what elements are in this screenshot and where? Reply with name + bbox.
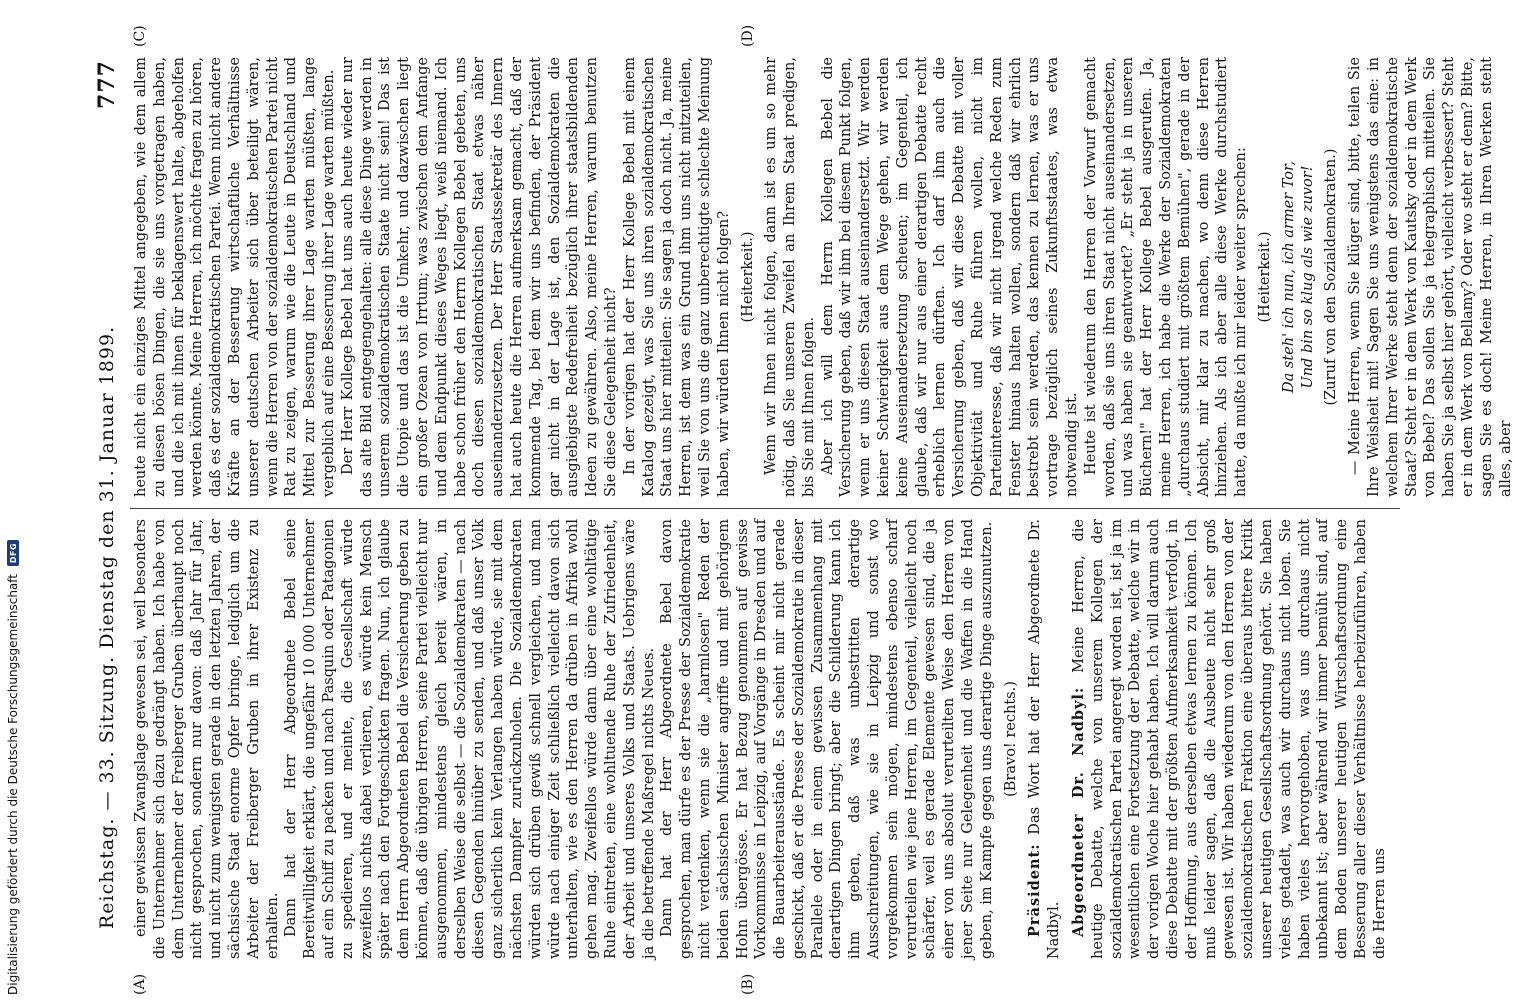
paragraph: — Meine Herren, wenn Sie klüger sind, bitte, teilen Sie Ihre Weisheit mit! Sagen Sie uns wenigstens das eine: in welchem Ihrer Werke steht denn der sozialdemokratische Staat? Steht er in dem Werk von Kautsky oder in dem Werk von Bebel? Das sollen Sie ja telegraphisch mitteilen. Sie haben Sie ja selbst hier gehört, vielleicht verbessert? Steht er in dem Werk von Bellamy? Oder wo steht er denn? Bitte, sagen Sie es doch! Meine Herren, in Ihren Werken steht alles, aber	[1347, 57, 1514, 497]
president-text: Das Wort hat der Herr Abgeordnete Dr. Nadbyl.	[1027, 519, 1063, 959]
column-divider	[130, 508, 1400, 509]
paragraph: einer gewissen Zwangslage gewesen sei, weil besonders die Unternehmer sich dazu gedrängt haben. Ich habe von dem Unternehmer der Freiberger Gruben überhaupt noch nicht gesprochen, sondern nur davon: daß Jahr für Jahr, und nicht zum wenigsten gerade in den letzten Jahren, der sächsische Staat enorme Opfer bringe, lediglich um die Arbeiter der Freiberger Gruben in ihrer Existenz zu erhalten.	[133, 519, 281, 959]
applause-note: (Heiterkeit.)	[1257, 231, 1274, 323]
right-column	[132, 57, 1514, 497]
margin-marker-c: (C)	[132, 25, 148, 47]
page-header	[90, 50, 124, 965]
left-column	[132, 519, 1412, 959]
president-label: Präsident:	[1026, 843, 1044, 937]
president-statement	[1026, 519, 1064, 959]
poem-line: Und bin so klug als wie zuvor!	[1299, 165, 1316, 389]
paragraph: Der Herr Kollege Bebel hat uns auch heute wieder nur das alte Bild entgegengehalten: alle diese Dinge werden in unserem sozialdemokratischen Staate nicht sein! Das ist die Utopie und das ist die Umkehr, und dazwischen liegt ein großer Ozean von Irrtum; was zwischen dem Anfange und dem Endpunkt dieses Weges liegt, weiß niemand. Ich habe schon früher den Herrn Kollegen Bebel gebeten, uns doch diesen sozialdemokratischen Staat etwas näher auseinanderzusetzen. Der Herr Staatssekretär des Innern hat auch heute die Herren aufmerksam gemacht, daß der kommende Tag, bei dem wir uns befinden, der Präsident gar nicht in der Lage ist, den Sozialdemokraten die ausgiebigste Redefreiheit bezüglich ihrer staatsbildenden Ideen zu gewähren. Also, meine Herren, warum benutzen Sie diese Gelegenheit nicht?	[339, 57, 619, 497]
speaker-statement	[1070, 519, 1390, 959]
interjection-note: (Zuruf von den Sozialdemokraten.)	[1323, 148, 1340, 406]
paragraph: Wenn wir Ihnen nicht folgen, dann ist es um so mehr nötig, daß Sie unseren Zweifel an Ihrem Staat predigen, bis Sie mit Ihnen folgen.	[763, 57, 817, 497]
speaker-text: Meine Herren, die heutige Debatte, welche von unserem Kollegen der sozialdemokratischen Partei angeregt worden ist, ist ja im wesentlichen eine Fortsetzung der Debatte, welche wir in der vorigen Woche hier gehabt haben. Ich will darum auch diese Debatte mit der größten Aufmerksamkeit verfolgt, in der Hoffnung, aus derselben etwas lernen zu können. Ich muß leider sagen, daß die Ausbeute nicht sehr groß gewesen ist. Wir haben wiederum von den Herren von der sozialdemokratischen Fraktion eine überaus bittere Kritik unserer heutigen Gesellschaftsordnung gehört. Sie haben vieles getadelt, was auch wir durchaus nicht loben. Sie haben vieles hervorgehoben, was uns durchaus nicht unbekannt ist; aber während wir immer bemüht sind, auf dem Boden unserer heutigen Wirtschaftsordnung eine Besserung aller dieser Verhältnisse herbeizuführen, haben die Herren uns	[1071, 518, 1388, 959]
digitization-note	[6, 540, 20, 995]
page-number: 777	[94, 60, 120, 109]
paragraph: Aber ich will dem Herrn Kollegen Bebel die Versicherung geben, daß wir ihm bei diesem Punkt folgen, wenn er uns diesen Staat auseinandersetzt. Wir werden keiner Schwierigkeit aus dem Wege gehen, wir werden keine Auseinandersetzung scheuen; im Gegenteil, ich glaube, daß wir nur aus einer derartigen Debatte recht erheblich lernen dürften. Ich darf ihm auch die Versicherung geben, daß wir diese Debatte mit voller Objektivität und Ruhe führen wollen, nicht im Parteiinteresse, daß wir nicht irgend welche Reden zum Fenster hinaus halten wollen, sondern daß wir ehrlich bestrebt sein werden, das kennen zu lernen, was er uns vortrage bezüglich seines Zukunftsstaates, was etwa notwendig ist.	[819, 57, 1081, 497]
digitization-text: Digitalisierung gefördert durch die Deutsche Forschungsgemeinschaft	[6, 573, 20, 995]
margin-marker-b: (B)	[740, 973, 756, 995]
poem-line: Da steh' ich nun, ich armer Tor,	[1280, 161, 1297, 393]
running-title: Reichstag. — 33. Sitzung. Dienstag den 31. Januar 1899.	[96, 325, 118, 929]
dfg-logo: DFG	[7, 540, 19, 566]
rotated-document	[90, 24, 1514, 995]
paragraph: Dann hat der Herr Abgeordnete Bebel seine Bereitwilligkeit erklärt, die ungefähr 10 000 Unternehmer auf ein Schiff zu packen und nach Pasquin oder Patagonien zu spedieren, und er meinte, die Gesellschaft würde zweifellos nichts dabei verlieren, es würde kein Mensch später nach den Fortgeschickten fragen. Nun, ich glaube dem Herrn Abgeordneten Bebel die Versicherung geben zu können, daß die übrigen Herren, seine Partei vielleicht nur ausgenommen, mindestens gleich bereit wären, in derselben Weise die selbst — die Sozialdemokraten — nach diesen Gegenden hinüber zu senden, und daß unser Volk ganz sicherlich kein Verlangen haben würde, sie mit dem nächsten Dampfer zurückzuholen. Die Sozialdemokraten würden sich drüben gewiß schnell vergleichen, und man würde nach einiger Zeit schließlich vielleicht davon sich unterhalten, wie es den Herren da drüben in Afrika wohl gehen mag. Zweifellos würde dann über eine wohltätige Ruhe eintreten, eine wohltuende Ruhe der Zufriedenheit, der Arbeit und unseres Volks und Staats. Uebrigens wäre ja die betreffende Maßregel nichts Neues.	[283, 519, 657, 959]
applause-note: (Heiterkeit.)	[739, 231, 756, 323]
speaker-label: Abgeordneter Dr. Nadbyl:	[1070, 686, 1088, 937]
paragraph: In der vorigen hat der Herr Kollege Bebel mit einem Katalog gezeigt, was Sie uns ihren sozialdemokratischen Staat uns hier mitteilen: Sie sagen ja doch nicht. Ja, meine Herren, ist dem was ein Grund ihm uns nicht mitzuteilen, weil Sie von uns die ganz unberechtigte schlechte Meinung haben, wir würden Ihnen nicht folgen?	[621, 57, 732, 497]
margin-marker-a: (A)	[132, 973, 148, 995]
paragraph: heute nicht ein einziges Mittel angegeben, wie dem allem zu diesen bösen Dingen, die sie uns vorgetragen haben, und die ich mit ihnen für beklagenswert halte, abgeholfen werden könnte. Meine Herren, ich möchte fragen zu hören, daß es der sozialdemokratischen Partei. Wenn nicht andere Kräfte an der Besserung wirtschaftliche Verhältnisse unserer deutschen Arbeiter sich über beteiligt wären, wenn die Herren von der sozialdemokratischen Partei nicht Rat zu zeigen, warum wie die Leute in Deutschland und Mittel zur Besserung ihrer Lage warten müßten, lange vergeblich auf eine Besserung ihrer Lage warten müßten.	[133, 57, 337, 497]
margin-marker-d: (D)	[740, 24, 756, 47]
applause-note: (Bravo! rechts.)	[1002, 681, 1019, 797]
paragraph: Heute ist wiederum den Herren der Vorwurf gemacht worden, daß sie uns ihren Staat nicht auseinandersetzen, und was haben sie geantwortet? „Er steht ja in unseren Büchern!" hat der Herr Kollege Bebel ausgerufen. Ja, meine Herren, ich habe die Werke der Sozialdemokraten „durchaus studiert mit größtem Bemühen", gerade in der Absicht, mir klar zu machen, wo denn diese Herren hinziehen. Als ich aber alle diese Werke durchstudiert hatte, da mußte ich mir leider weiter sprechen:	[1082, 57, 1250, 497]
paragraph: Dann hat der Herr Abgeordnete Bebel davon gesprochen, man dürfe es der Presse der Sozialdemokratie nicht verdenken, wenn sie die „harmlosen" Reden der beiden sächsischen Minister angriffe und mit gehörigem Hohn übergösse. Er hat Bezug genommen auf gewisse Vorkommnisse in Leipzig, auf Vorgänge in Dresden und auf die Bauarbeiterausstände. Es scheint mir nicht gerade geschickt, daß er die Presse der Sozialdemokratie in dieser Parallele oder in einem gewissen Zusammenhang mit derartigen Dingen bringt; aber die Schilderung kann ich ihm geben, daß was unbestritten derartige Ausschreitungen, wie sie in Leipzig und sonst wo vorgekommen sein mögen, mindestens ebenso scharf verurteilen wie jene Herren, im Gegenteil, vielleicht noch schärfer, weil es gerade Elemente gewesen sind, die ja einer von uns absolut verurteilten Weise den Herren von jener Seite nur Gelegenheit und die Waffen in die Hand geben, im Kampfe gegen uns derartige Dinge auszunutzen.	[659, 519, 995, 959]
